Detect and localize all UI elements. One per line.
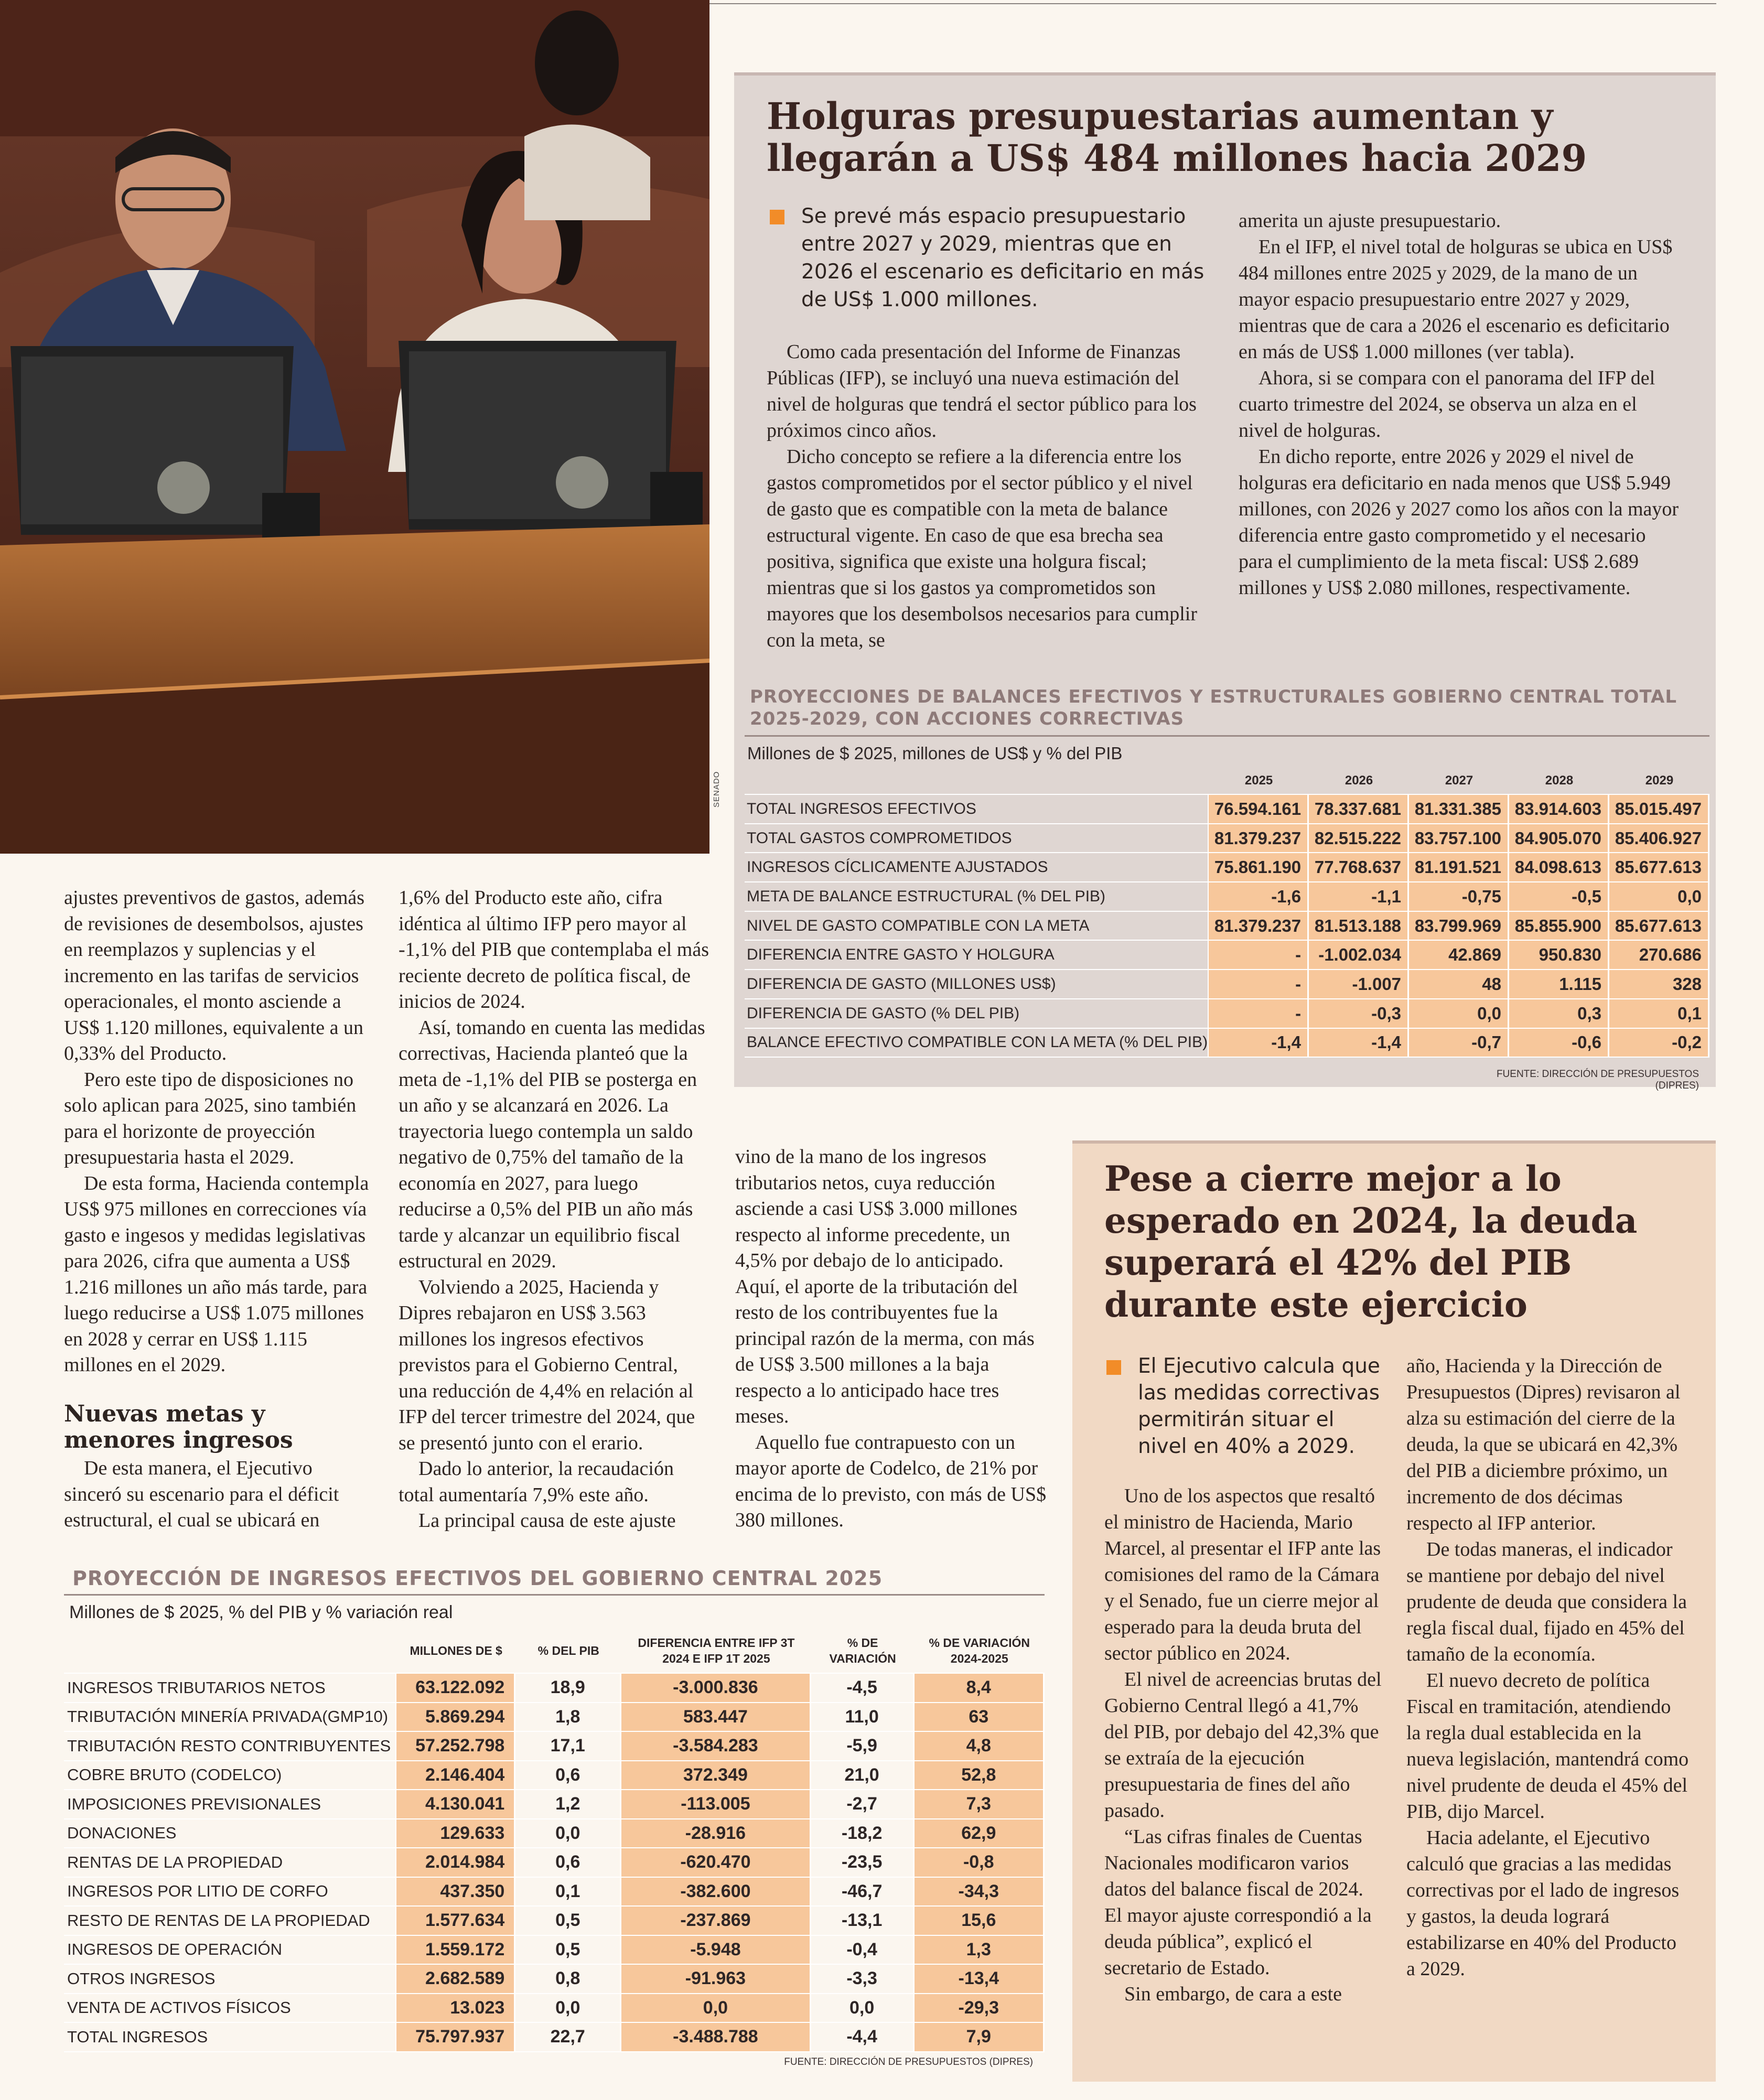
table-cell: 0,5 — [515, 1907, 621, 1936]
table-cell: -0,6 — [1509, 1029, 1609, 1058]
table2-source: FUENTE: DIRECCIÓN DE PRESUPUESTOS (DIPRES) — [784, 2056, 1033, 2067]
header-empty — [64, 1629, 396, 1674]
left-column-2 — [399, 885, 711, 1534]
table-cell: 48 — [1409, 970, 1509, 999]
table1-title: PROYECCIONES DE BALANCES EFECTIVOS Y ESTRUCTURALES GOBIERNO CENTRAL TOTAL 2025-2029, CON ACCIONES CORRECTIVAS — [750, 686, 1677, 729]
column-header: MILLONES DE $ — [396, 1629, 515, 1674]
row-label: INGRESOS CÍCLICAMENTE AJUSTADOS — [745, 853, 1209, 882]
table-cell: 1.559.172 — [396, 1936, 515, 1965]
table-row — [64, 1878, 1045, 1907]
table-cell: 7,3 — [915, 1790, 1045, 1819]
table-cell: 5.869.294 — [396, 1703, 515, 1732]
table-cell: 0,6 — [515, 1848, 621, 1878]
table-cell: -0,75 — [1409, 882, 1509, 912]
paragraph: 1,6% del Producto este año, cifra idéntica al último IFP pero mayor al -1,1% del PIB que contemplaba el más reciente decreto de política fiscal, de inicios de 2024. — [399, 887, 709, 1013]
table-row — [64, 1790, 1045, 1819]
table-cell: -18,2 — [811, 1819, 915, 1849]
table-row — [64, 1819, 1045, 1849]
table-cell: 270.686 — [1609, 941, 1709, 970]
row-label: OTROS INGRESOS — [64, 1965, 396, 1994]
row-label: INGRESOS TRIBUTARIOS NETOS — [64, 1674, 396, 1703]
column-header: DIFERENCIA ENTRE IFP 3T 2024 E IFP 1T 2025 — [621, 1629, 811, 1674]
table-row — [64, 1732, 1045, 1761]
paragraph: Aquello fue contrapuesto con un mayor aporte de Codelco, de 21% por encima de lo previsto, con más de US$ 380 millones. — [735, 1431, 1047, 1531]
table-cell: 21,0 — [811, 1761, 915, 1791]
table-cell: -1,4 — [1309, 1029, 1409, 1058]
table-cell: 7,9 — [915, 2023, 1045, 2052]
paragraph: De todas maneras, el indicador se mantiene por debajo del nivel prudente de deuda que considera la regla fiscal dual, fijado en 45% del tamaño de la economía. — [1406, 1538, 1687, 1665]
paragraph: Hacia adelante, el Ejecutivo calculó que gracias a las medidas correctivas por el lado de ingresos y gastos, la deuda logrará estabilizarse en 40% del Producto a 2029. — [1406, 1827, 1680, 1980]
table-cell: -1.002.034 — [1309, 941, 1409, 970]
table-cell: 0,0 — [1609, 882, 1709, 912]
senate-photo-illustration — [0, 0, 709, 854]
table-cell: 83.799.969 — [1409, 912, 1509, 941]
table-row — [64, 1761, 1045, 1791]
table-cell: -5,9 — [811, 1732, 915, 1761]
table-cell: 0,5 — [515, 1936, 621, 1965]
table2-subtitle: Millones de $ 2025, % del PIB y % variación real — [69, 1602, 453, 1622]
table-cell: - — [1209, 999, 1309, 1029]
table-cell: 11,0 — [811, 1703, 915, 1732]
paragraph: El nuevo decreto de política Fiscal en tramitación, atendiendo la regla dual establecida en la nueva legislación, mantendrá como nivel prudente de deuda el 45% del PIB, dijo Marcel. — [1406, 1670, 1689, 1823]
table1-source: FUENTE: DIRECCIÓN DE PRESUPUESTOS (DIPRES) — [1496, 1069, 1699, 1091]
table-cell: -28.916 — [621, 1819, 811, 1849]
table-cell: 85.677.613 — [1609, 853, 1709, 882]
table-cell: 13.023 — [396, 1994, 515, 2023]
table-cell: -13,1 — [811, 1907, 915, 1936]
paragraph: Volviendo a 2025, Hacienda y Dipres rebajaron en US$ 3.563 millones los ingresos efectivos previstos para el Gobierno Central, una reducción de 4,4% en relación al IFP del tercer trimestre del 2024, que se presentó junto con el erario. — [399, 1276, 695, 1454]
column-header: 2027 — [1409, 768, 1509, 795]
row-label: TOTAL INGRESOS — [64, 2023, 396, 2052]
table-cell: -0,3 — [1309, 999, 1409, 1029]
table-cell: 129.633 — [396, 1819, 515, 1849]
table-cell: 81.191.521 — [1409, 853, 1509, 882]
paragraph: Dicho concepto se refiere a la diferencia entre los gastos comprometidos por el sector público y el nivel de gasto que es compatible con la meta de balance estructural vigente. En caso de que esa brecha sea positiva, significa que existe una holgura fiscal; mientras que si los gastos ya comprometidos son mayores que los desembolsos necesarios para cumplir con la meta, se — [767, 446, 1197, 651]
row-label: BALANCE EFECTIVO COMPATIBLE CON LA META (% DEL PIB) — [745, 1029, 1209, 1058]
paragraph: “Las cifras finales de Cuentas Nacionales modificaron varios datos del balance fiscal de 2024. El mayor ajuste correspondió a la deuda pública”, explicó el secretario de Estado. — [1104, 1826, 1372, 1979]
column-header: 2025 — [1209, 768, 1309, 795]
dek-deuda: El Ejecutivo calcula que las medidas correctivas permitirán situar el nivel en 40% a 2029. — [1138, 1354, 1380, 1458]
paragraph: amerita un ajuste presupuestario. — [1239, 210, 1501, 232]
table-cell: -0,4 — [811, 1936, 915, 1965]
row-label: DONACIONES — [64, 1819, 396, 1849]
table-cell: 4.130.041 — [396, 1790, 515, 1819]
table-row — [745, 999, 1709, 1029]
row-label: TRIBUTACIÓN MINERÍA PRIVADA(GMP10) — [64, 1703, 396, 1732]
table-cell: 63 — [915, 1703, 1045, 1732]
table-cell: -23,5 — [811, 1848, 915, 1878]
row-label: DIFERENCIA DE GASTO (MILLONES US$) — [745, 970, 1209, 999]
table-cell: 17,1 — [515, 1732, 621, 1761]
table-cell: 81.513.188 — [1309, 912, 1409, 941]
table-cell: 0,6 — [515, 1761, 621, 1791]
table-cell: 84.098.613 — [1509, 853, 1609, 882]
table-cell: 52,8 — [915, 1761, 1045, 1791]
table-cell: 0,1 — [1609, 999, 1709, 1029]
table-row — [745, 941, 1709, 970]
table1-subtitle: Millones de $ 2025, millones de US$ y % del PIB — [747, 744, 1123, 763]
table1-rule — [745, 735, 1709, 737]
table-cell: -29,3 — [915, 1994, 1045, 2023]
table-cell: -1,6 — [1209, 882, 1309, 912]
table-cell: 0,3 — [1509, 999, 1609, 1029]
column-header: % DE VARIACIÓN — [811, 1629, 915, 1674]
top-rule — [709, 3, 1716, 4]
table-cell: 85.406.927 — [1609, 824, 1709, 854]
table-cell: -4,5 — [811, 1674, 915, 1703]
table-cell: 63.122.092 — [396, 1674, 515, 1703]
table-cell: -0,2 — [1609, 1029, 1709, 1058]
table-cell: 1,8 — [515, 1703, 621, 1732]
table-cell: -3.000.836 — [621, 1674, 811, 1703]
row-label: INGRESOS DE OPERACIÓN — [64, 1936, 396, 1965]
table-cell: 81.331.385 — [1409, 795, 1509, 824]
table-cell: -2,7 — [811, 1790, 915, 1819]
paragraph: Ahora, si se compara con el panorama del IFP del cuarto trimestre del 2024, se observa un alza en el nivel de holguras. — [1239, 367, 1655, 441]
table-cell: 0,8 — [515, 1965, 621, 1994]
table-cell: 85.855.900 — [1509, 912, 1609, 941]
column-header: 2029 — [1609, 768, 1709, 795]
paragraph: Uno de los aspectos que resaltó el ministro de Hacienda, Mario Marcel, al presentar el IFP ante las comisiones del ramo de la Cámara y el Senado, fue un cierre mejor al esperado para la deuda bruta del sector público en 2024. — [1104, 1485, 1381, 1664]
table-row — [64, 2023, 1045, 2052]
bullet-square-icon — [770, 210, 784, 224]
table-cell: 437.350 — [396, 1878, 515, 1907]
column-header: 2028 — [1509, 768, 1609, 795]
table-cell: 22,7 — [515, 2023, 621, 2052]
subhead-nuevas-metas: Nuevas metas y menores ingresos — [64, 1401, 293, 1453]
table-row — [64, 1907, 1045, 1936]
table-row — [745, 1029, 1709, 1058]
table-row — [745, 824, 1709, 854]
table-cell: 0,0 — [1409, 999, 1509, 1029]
table-cell: 8,4 — [915, 1674, 1045, 1703]
row-label: DIFERENCIA ENTRE GASTO Y HOLGURA — [745, 941, 1209, 970]
table-cell: 1,2 — [515, 1790, 621, 1819]
table-row — [745, 912, 1709, 941]
row-label: RESTO DE RENTAS DE LA PROPIEDAD — [64, 1907, 396, 1936]
left-column-1 — [64, 885, 373, 1379]
table-cell: 78.337.681 — [1309, 795, 1409, 824]
paragraph: Así, tomando en cuenta las medidas correctivas, Hacienda planteó que la meta de -1,1% del PIB se posterga en un año y se alcanzará en 2026. La trayectoria luego contempla un saldo negativo de 0,75% del tamaño de la economía en 2027, para luego reducirse a 0,5% del PIB un año más tarde y alcanzar un equilibrio fiscal estructural en 2029. — [399, 1016, 705, 1272]
table-cell: -0,7 — [1409, 1029, 1509, 1058]
table-ingresos — [64, 1629, 1045, 2052]
left-column-3 — [735, 1144, 1047, 1534]
table-cell: 85.015.497 — [1609, 795, 1709, 824]
headline-holguras: Holguras presupuestarias aumentan y llegarán a US$ 484 millones hacia 2029 — [767, 94, 1587, 180]
paragraph: El nivel de acreencias brutas del Gobierno Central llegó a 41,7% del PIB, por debajo del 42,3% que se extraía de la ejecución presupuestaria de fines del año pasado. — [1104, 1668, 1382, 1822]
table-cell: 0,0 — [621, 1994, 811, 2023]
column-header: 2026 — [1309, 768, 1409, 795]
table-row — [745, 882, 1709, 912]
table-cell: -1,4 — [1209, 1029, 1309, 1058]
table-cell: 75.797.937 — [396, 2023, 515, 2052]
paragraph: De esta manera, el Ejecutivo sinceró su escenario para el déficit estructural, el cual se ubicará en — [64, 1457, 339, 1531]
table-cell: 2.014.984 — [396, 1848, 515, 1878]
row-label: VENTA DE ACTIVOS FÍSICOS — [64, 1994, 396, 2023]
table-cell: -4,4 — [811, 2023, 915, 2052]
paragraph: Pero este tipo de disposiciones no solo aplican para 2025, sino también para el horizonte de proyección presupuestaria hasta el 2029. — [64, 1068, 357, 1168]
paragraph: Dado lo anterior, la recaudación total aumentaría 7,9% este año. — [399, 1458, 674, 1506]
left-column-1-continued — [64, 1456, 373, 1534]
table-row — [64, 1703, 1045, 1732]
dek-holguras: Se prevé más espacio presupuestario entre 2027 y 2029, mientras que en 2026 el escenario es deficitario en más de US$ 1.000 millones. — [801, 204, 1204, 311]
paragraph: Como cada presentación del Informe de Finanzas Públicas (IFP), se incluyó una nueva estimación del nivel de holguras que tendrá el sector público para los próximos cinco años. — [767, 341, 1197, 441]
row-label: TRIBUTACIÓN RESTO CONTRIBUYENTES — [64, 1732, 396, 1761]
table-cell: 84.905.070 — [1509, 824, 1609, 854]
table-cell: 583.447 — [621, 1703, 811, 1732]
row-label: NIVEL DE GASTO COMPATIBLE CON LA META — [745, 912, 1209, 941]
table-row — [64, 1674, 1045, 1703]
article1-column-1 — [767, 339, 1212, 653]
table-cell: 82.515.222 — [1309, 824, 1409, 854]
table-cell: 42.869 — [1409, 941, 1509, 970]
table-cell: -91.963 — [621, 1965, 811, 1994]
table-cell: -3,3 — [811, 1965, 915, 1994]
table-cell: -620.470 — [621, 1848, 811, 1878]
table-cell: -5.948 — [621, 1936, 811, 1965]
article2-column-2 — [1406, 1353, 1690, 1982]
table-cell: 0,0 — [515, 1819, 621, 1849]
table-cell: -113.005 — [621, 1790, 811, 1819]
table-cell: 83.757.100 — [1409, 824, 1509, 854]
article1-column-2 — [1239, 208, 1679, 601]
table-cell: 1,3 — [915, 1936, 1045, 1965]
hero-photo — [0, 0, 709, 854]
paragraph: La principal causa de este ajuste — [418, 1510, 676, 1532]
table2-title: PROYECCIÓN DE INGRESOS EFECTIVOS DEL GOBIERNO CENTRAL 2025 — [72, 1567, 883, 1590]
table2-rule — [64, 1594, 1045, 1596]
table-cell: 15,6 — [915, 1907, 1045, 1936]
table-cell: 62,9 — [915, 1819, 1045, 1849]
column-header: % DE VARIACIÓN 2024-2025 — [915, 1629, 1045, 1674]
header-empty — [745, 768, 1209, 795]
table-cell: 76.594.161 — [1209, 795, 1309, 824]
table-cell: 328 — [1609, 970, 1709, 999]
row-label: RENTAS DE LA PROPIEDAD — [64, 1848, 396, 1878]
table-header-row — [745, 768, 1709, 795]
row-label: TOTAL INGRESOS EFECTIVOS — [745, 795, 1209, 824]
table-row — [745, 853, 1709, 882]
table-row — [64, 1994, 1045, 2023]
row-label: TOTAL GASTOS COMPROMETIDOS — [745, 824, 1209, 854]
table-header-row — [64, 1629, 1045, 1674]
table-balances — [745, 768, 1709, 1058]
table-cell: -13,4 — [915, 1965, 1045, 1994]
table-cell: -0,5 — [1509, 882, 1609, 912]
table-cell: -34,3 — [915, 1878, 1045, 1907]
table-cell: 18,9 — [515, 1674, 621, 1703]
row-label: IMPOSICIONES PREVISIONALES — [64, 1790, 396, 1819]
paragraph: En el IFP, el nivel total de holguras se ubica en US$ 484 millones entre 2025 y 2029, de la mano de un mayor espacio presupuestario entre 2027 y 2029, mientras que de cara a 2026 el escenario es deficitario en más de US$ 1.000 millones (ver tabla). — [1239, 236, 1673, 363]
table-cell: 0,0 — [515, 1994, 621, 2023]
table-cell: 372.349 — [621, 1761, 811, 1791]
table-cell: 1.115 — [1509, 970, 1609, 999]
paragraph: ajustes preventivos de gastos, además de revisiones de desembolsos, ajustes en reemplazos y suplencias y el incremento en las tarifas de servicios operacionales, el monto asciende a US$ 1.120 millones, equivalente a un 0,33% del Producto. — [64, 887, 365, 1064]
table-cell: 83.914.603 — [1509, 795, 1609, 824]
paragraph: Sin embargo, de cara a este — [1124, 1983, 1342, 2005]
paragraph: De esta forma, Hacienda contempla US$ 975 millones en correcciones vía gasto e ingesos y medidas legislativas para 2026, cifra que aumenta a US$ 1.216 millones un año más tarde, para luego reducirse a US$ 1.075 millones en 2028 y cerrar en US$ 1.115 millones en el 2029. — [64, 1172, 369, 1376]
table-cell: -1,1 — [1309, 882, 1409, 912]
table-row — [745, 795, 1709, 824]
table-cell: -46,7 — [811, 1878, 915, 1907]
table-cell: - — [1209, 970, 1309, 999]
table-cell: 57.252.798 — [396, 1732, 515, 1761]
article2-column-1 — [1104, 1483, 1382, 2007]
row-label: INGRESOS POR LITIO DE CORFO — [64, 1878, 396, 1907]
paragraph: vino de la mano de los ingresos tributarios netos, cuya reducción asciende a casi US$ 3.000 millones respecto al informe precedente, un 4,5% por debajo de lo anticipado. Aquí, el aporte de la tributación del resto de los contribuyentes fue la principal razón de la merma, con más de US$ 3.500 millones a la baja respecto a lo anticipado hace tres meses. — [735, 1146, 1035, 1427]
headline-deuda: Pese a cierre mejor a lo esperado en 2024, la deuda superará el 42% del PIB durante este ejercicio — [1104, 1158, 1638, 1325]
table-cell: 950.830 — [1509, 941, 1609, 970]
bullet-square-icon-2 — [1106, 1360, 1121, 1375]
paragraph: año, Hacienda y la Dirección de Presupuestos (Dipres) revisaron al alza su estimación del cierre de la deuda, la que se ubicará en 42,3% del PIB a diciembre próximo, un incremento de dos décimas respecto al IFP anterior. — [1406, 1355, 1681, 1534]
table-cell: -1.007 — [1309, 970, 1409, 999]
table-cell: 1.577.634 — [396, 1907, 515, 1936]
table-cell: -3.584.283 — [621, 1732, 811, 1761]
table-cell: 0,1 — [515, 1878, 621, 1907]
table-cell: 75.861.190 — [1209, 853, 1309, 882]
table-cell: 81.379.237 — [1209, 824, 1309, 854]
table-cell: 0,0 — [811, 1994, 915, 2023]
table-row — [745, 970, 1709, 999]
row-label: META DE BALANCE ESTRUCTURAL (% DEL PIB) — [745, 882, 1209, 912]
table-cell: 77.768.637 — [1309, 853, 1409, 882]
table-cell: -237.869 — [621, 1907, 811, 1936]
table-row — [64, 1848, 1045, 1878]
table-row — [64, 1965, 1045, 1994]
table-cell: 85.677.613 — [1609, 912, 1709, 941]
row-label: COBRE BRUTO (CODELCO) — [64, 1761, 396, 1791]
table-cell: -382.600 — [621, 1878, 811, 1907]
table-row — [64, 1936, 1045, 1965]
table-cell: 4,8 — [915, 1732, 1045, 1761]
table-cell: - — [1209, 941, 1309, 970]
table-cell: -3.488.788 — [621, 2023, 811, 2052]
table-cell: -0,8 — [915, 1848, 1045, 1878]
table-cell: 2.146.404 — [396, 1761, 515, 1791]
table-cell: 81.379.237 — [1209, 912, 1309, 941]
table-cell: 2.682.589 — [396, 1965, 515, 1994]
paragraph: En dicho reporte, entre 2026 y 2029 el nivel de holguras era deficitario en nada menos que US$ 5.949 millones, con 2026 y 2027 como los años con la mayor diferencia entre gasto comprometido y el necesario para el cumplimiento de la meta fiscal: US$ 2.689 millones y US$ 2.080 millones, respectivamente. — [1239, 446, 1679, 599]
row-label: DIFERENCIA DE GASTO (% DEL PIB) — [745, 999, 1209, 1029]
column-header: % DEL PIB — [515, 1629, 621, 1674]
photo-credit: SENADO — [712, 771, 721, 807]
